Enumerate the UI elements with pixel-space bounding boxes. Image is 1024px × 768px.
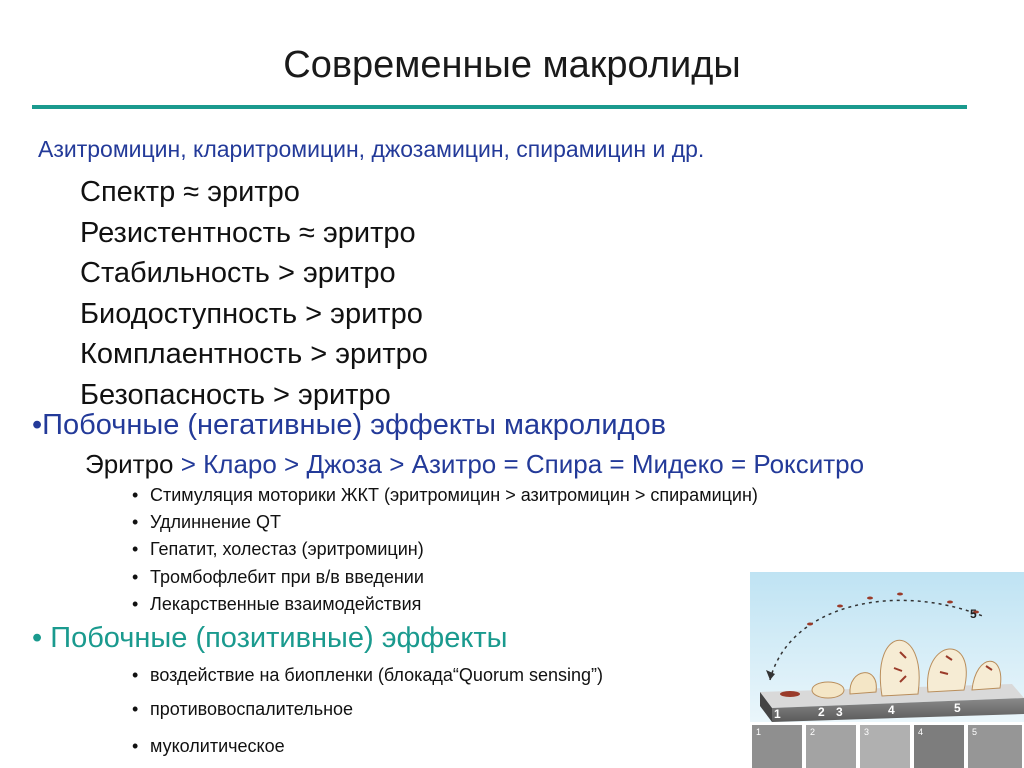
- list-bullet: •: [132, 485, 139, 505]
- chain-base: Эритро: [85, 449, 181, 479]
- panel-label: 5: [972, 727, 978, 737]
- list-bullet: •: [132, 736, 139, 756]
- negative-effect-item: [132, 591, 758, 618]
- panel-label: 1: [756, 727, 762, 737]
- property-item: Биодоступность > эритро: [80, 297, 423, 330]
- micrograph-panels: [752, 725, 1022, 768]
- list-bullet: •: [132, 512, 139, 533]
- positive-heading-text: Побочные (позитивные) эффекты: [50, 622, 508, 654]
- positive-effects-list: [132, 658, 603, 760]
- arc-label: 5: [970, 607, 977, 621]
- biofilm-figure: [750, 572, 1024, 768]
- item-text: воздействие на биопленки (блокада“Quorum sensing”): [150, 665, 603, 685]
- item-text: Стимуляция моторики ЖКТ (эритромицин > азитромицин > спирамицин): [150, 485, 758, 505]
- panel-label: 3: [864, 727, 870, 737]
- negative-effect-item: [132, 564, 758, 591]
- item-text: муколитическое: [150, 736, 285, 756]
- positive-effect-item: [132, 658, 603, 692]
- list-bullet: •: [132, 699, 139, 719]
- negative-effect-item: [132, 536, 758, 563]
- stage-label: 1: [774, 707, 781, 721]
- stage-label: 2: [818, 705, 825, 719]
- biofilm-stage-2: [812, 682, 844, 698]
- stage-label: 3: [836, 705, 843, 719]
- title-underline: [32, 105, 967, 109]
- item-text: противовоспалительное: [150, 699, 354, 719]
- list-bullet: •: [132, 566, 139, 587]
- list-bullet: •: [132, 665, 139, 685]
- stage-label: 5: [954, 701, 961, 715]
- negative-effects-list: [132, 482, 758, 618]
- list-bullet: •: [132, 593, 139, 614]
- negative-effect-item: [132, 509, 758, 536]
- positive-effect-item: [132, 692, 603, 726]
- property-item: Комплаентность > эритро: [80, 338, 428, 370]
- property-item: Резистентность ≈ эритро: [80, 216, 416, 249]
- negative-effects-heading: [32, 409, 666, 442]
- item-text: Лекарственные взаимодействия: [150, 593, 422, 614]
- intro-line: Азитромицин, кларитромицин, джозамицин, спирамицин и др.: [38, 136, 705, 162]
- positive-effect-item: [132, 726, 603, 760]
- ranking-chain: [85, 449, 864, 480]
- stage-label: 4: [888, 703, 895, 717]
- section-bullet: •: [32, 622, 43, 654]
- property-item: Спектр ≈ эритро: [80, 176, 300, 208]
- panel-label: 4: [918, 727, 924, 737]
- negative-effect-item: [132, 482, 758, 509]
- negative-heading-text: Побочные (негативные) эффекты макролидов: [42, 409, 666, 441]
- biofilm-stage-1: [780, 691, 800, 697]
- properties-list: [80, 172, 428, 415]
- item-text: Гепатит, холестаз (эритромицин): [150, 539, 424, 560]
- item-text: Удлиннение QT: [150, 512, 281, 533]
- property-item: Стабильность > эритро: [80, 257, 396, 289]
- biofilm-illustration: [750, 572, 1024, 768]
- chain-rest: > Кларо > Джоза > Азитро = Спира = Мидеко = Рокситро: [180, 449, 865, 479]
- positive-effects-heading: [32, 622, 507, 655]
- list-bullet: •: [132, 539, 139, 560]
- item-text: Тромбофлебит при в/в введении: [150, 566, 424, 587]
- property-item: Безопасность > эритро: [80, 378, 391, 411]
- section-bullet: •: [32, 409, 43, 441]
- panel-label: 2: [810, 727, 816, 737]
- slide-title: Современные макролиды: [283, 44, 741, 86]
